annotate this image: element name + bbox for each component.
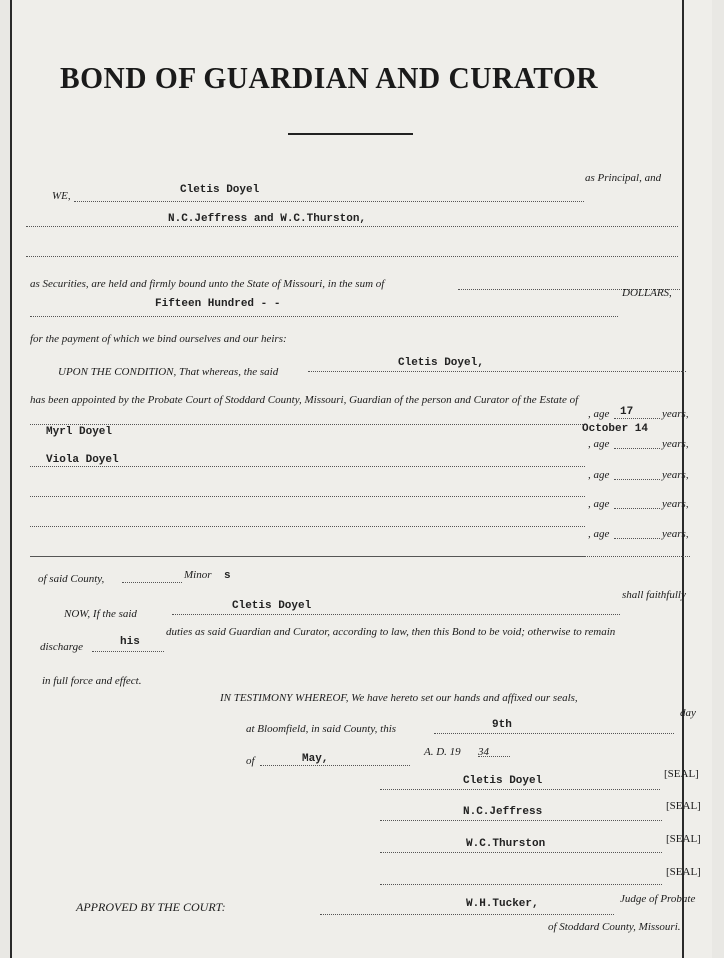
- duties-text: duties as said Guardian and Curator, according to law, then this Bond to be void; otherwise to remain: [166, 626, 616, 638]
- securities-text: as Securities, are held and firmly bound unto the State of Missouri, in the sum of: [30, 278, 385, 290]
- age-line-2: [614, 448, 660, 449]
- age-line-5: [614, 538, 660, 539]
- signature-line-2: [380, 820, 662, 821]
- signature-line-3: [380, 852, 662, 853]
- minor-line-1: [30, 424, 585, 425]
- blank-line-1: [26, 256, 678, 257]
- age-label-3: , age: [588, 469, 610, 481]
- age-line-1: [614, 418, 660, 419]
- minor-name-2: Viola Doyel: [46, 454, 119, 466]
- guardian-name: Cletis Doyel,: [398, 357, 484, 369]
- minor-age-1: 17: [620, 406, 634, 418]
- minor-suffix: s: [224, 570, 231, 582]
- title-underline: [288, 133, 413, 135]
- signature-line-1: [380, 789, 660, 790]
- year: 34: [478, 746, 489, 758]
- appointed-text: has been appointed by the Probate Court of Stoddard County, Missouri, Guardian of the person and Curator of the Estate of: [30, 394, 579, 406]
- dollars-label: DOLLARS,: [622, 287, 672, 299]
- minor-name-1: Myrl Doyel: [46, 426, 113, 438]
- of-label: of: [246, 755, 255, 767]
- amount-words: Fifteen Hundred - -: [155, 298, 281, 310]
- judge-title: Judge of Probate: [620, 893, 696, 905]
- document-title: BOND OF GUARDIAN AND CURATOR: [60, 60, 598, 95]
- minor-label: Minor: [184, 569, 212, 581]
- upon-condition-text: UPON THE CONDITION, That whereas, the said: [58, 366, 279, 378]
- now-name-line: [172, 614, 620, 615]
- years-label-3: years,: [662, 469, 689, 481]
- at-bloomfield-text: at Bloomfield, in said County, this: [246, 723, 397, 735]
- minor-line-2: [30, 466, 585, 467]
- signature-line-4: [380, 884, 662, 885]
- testimony-text: IN TESTIMONY WHEREOF, We have hereto set our hands and affixed our seals,: [220, 692, 578, 704]
- now-name: Cletis Doyel: [232, 600, 312, 612]
- birth-note: October 14: [582, 423, 649, 435]
- as-principal-label: as Principal, and: [585, 172, 662, 184]
- age-label-5: , age: [588, 528, 610, 540]
- county-line: [122, 582, 182, 583]
- county-text: of said County,: [38, 573, 105, 585]
- securities-line: [26, 226, 678, 227]
- day-label: day: [680, 707, 696, 719]
- minor-line-5-ext: [30, 556, 690, 557]
- approved-text: APPROVED BY THE COURT:: [76, 900, 226, 914]
- age-label-2: , age: [588, 438, 610, 450]
- age-line-4: [614, 508, 660, 509]
- faithfully-label: shall faithfully: [622, 589, 686, 601]
- discharge-label: discharge: [40, 641, 83, 653]
- judge-name: W.H.Tucker,: [466, 898, 539, 910]
- age-line-3: [614, 479, 660, 480]
- seal-1: [SEAL]: [664, 768, 699, 780]
- seal-4: [SEAL]: [666, 866, 701, 878]
- month-line: [260, 765, 410, 766]
- now-text: NOW, If the said: [64, 608, 137, 620]
- payment-text: for the payment of which we bind ourselves and our heirs:: [30, 333, 287, 345]
- years-label-5: years,: [662, 528, 689, 540]
- seal-2: [SEAL]: [666, 800, 701, 812]
- seal-3: [SEAL]: [666, 833, 701, 845]
- county-signature: of Stoddard County, Missouri.: [548, 921, 681, 933]
- signature-name-3: W.C.Thurston: [466, 838, 546, 850]
- principal-line: [74, 201, 584, 202]
- minor-line-4: [30, 526, 585, 527]
- years-label-2: years,: [662, 438, 689, 450]
- years-label-4: years,: [662, 498, 689, 510]
- pronoun-line: [92, 651, 164, 652]
- amount-line: [30, 316, 618, 317]
- day-line: [434, 733, 674, 734]
- years-label-1: years,: [662, 408, 689, 420]
- judge-line: [320, 914, 614, 915]
- ad-label: A. D. 19: [424, 746, 461, 758]
- we-label: WE,: [52, 190, 71, 202]
- minor-line-3: [30, 496, 585, 497]
- securities-names: N.C.Jeffress and W.C.Thurston,: [168, 213, 367, 225]
- signature-name-1: Cletis Doyel: [463, 775, 543, 787]
- age-label-1: , age: [588, 408, 610, 420]
- day-value: 9th: [492, 719, 512, 731]
- signature-name-2: N.C.Jeffress: [463, 806, 543, 818]
- guardian-line: [308, 371, 686, 372]
- month: May,: [302, 753, 329, 765]
- pronoun: his: [120, 636, 140, 648]
- force-text: in full force and effect.: [42, 675, 142, 687]
- principal-name: Cletis Doyel: [180, 184, 260, 196]
- age-label-4: , age: [588, 498, 610, 510]
